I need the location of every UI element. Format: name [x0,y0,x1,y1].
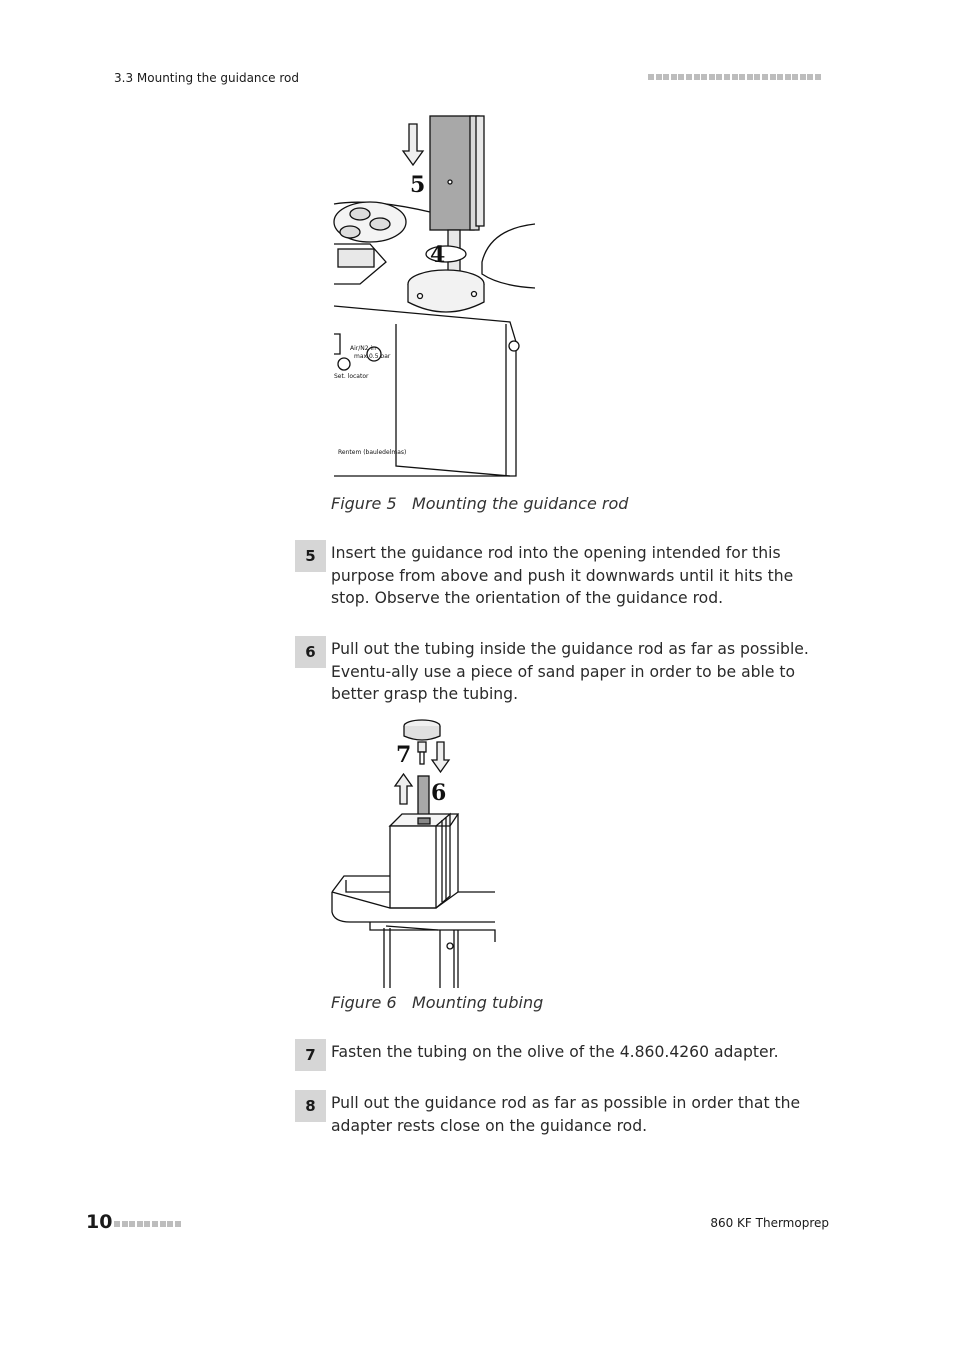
svg-text:Rentem (bauledelmas): Rentem (bauledelmas) [338,449,407,456]
rule-square [807,74,813,80]
callout-7: 7 [396,742,412,768]
product-name: 860 KF Thermoprep [710,1216,829,1230]
rule-square [678,74,684,80]
svg-text:max 0.5 bar: max 0.5 bar [354,353,391,360]
callout-4: 4 [430,242,446,268]
rule-square [815,74,821,80]
svg-text:Set. locator: Set. locator [334,373,369,380]
rule-square [671,74,677,80]
step-number: 6 [295,636,326,668]
svg-text:Air/N2 in: Air/N2 in [350,345,376,352]
step-number: 7 [295,1039,326,1071]
rule-square [656,74,662,80]
rule-square [716,74,722,80]
rule-square [167,1221,173,1227]
rule-square [739,74,745,80]
figure-5-title: Mounting the guidance rod [412,494,629,513]
figure-5-label: Figure 5 [331,494,397,513]
page-number: 10 [86,1211,113,1233]
rule-square [694,74,700,80]
header-dot-rule [648,74,821,80]
rule-square [144,1221,150,1227]
figure-6-illustration [330,716,500,990]
rule-square [724,74,730,80]
callout-6: 6 [431,780,447,806]
callout-5: 5 [410,172,426,198]
step-text: Pull out the guidance rod as far as possible in order that the adapter rests close on the guidance rod. [331,1094,801,1135]
step-text: Pull out the tubing inside the guidance rod as far as possible. Eventu-ally use a piece of sand paper in order to be able to better grasp the tubing. [331,640,809,703]
figure-6-label: Figure 6 [331,993,397,1012]
running-header-section: 3.3 Mounting the guidance rod [114,71,299,85]
rule-square [686,74,692,80]
rule-square [114,1221,120,1227]
rule-square [175,1221,181,1227]
rule-square [137,1221,143,1227]
figure-5-caption [331,494,628,513]
step-number: 5 [295,540,326,572]
rule-square [747,74,753,80]
figure-6-title: Mounting tubing [412,993,544,1012]
rule-square [762,74,768,80]
rule-square [122,1221,128,1227]
rule-square [701,74,707,80]
figure-5-illustration [330,114,535,492]
rule-square [792,74,798,80]
rule-square [129,1221,135,1227]
step-text: Fasten the tubing on the olive of the 4.860.4260 adapter. [331,1043,779,1061]
rule-square [152,1221,158,1227]
step-number: 8 [295,1090,326,1122]
rule-square [770,74,776,80]
rule-square [663,74,669,80]
rule-square [777,74,783,80]
rule-square [732,74,738,80]
rule-square [160,1221,166,1227]
rule-square [648,74,654,80]
rule-square [754,74,760,80]
figure-6-caption [331,993,543,1012]
rule-square [800,74,806,80]
step-text: Insert the guidance rod into the opening intended for this purpose from above and push it downwards until it hits the stop. Observe the orientation of the guidance rod. [331,544,794,607]
footer-dot-rule [114,1221,181,1227]
rule-square [785,74,791,80]
rule-square [709,74,715,80]
